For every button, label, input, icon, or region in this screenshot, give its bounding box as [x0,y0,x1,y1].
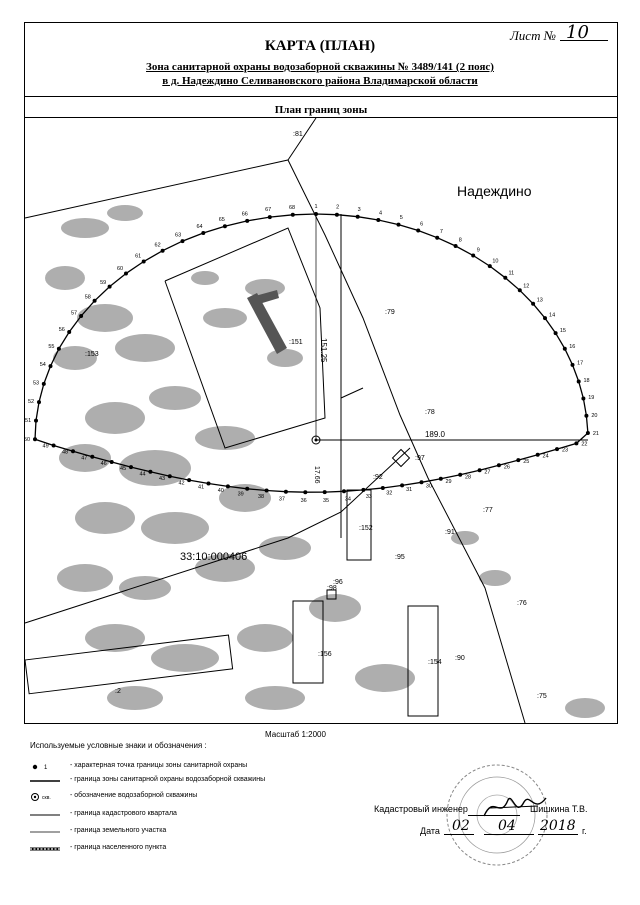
sheet-number-underline [560,40,608,41]
boundary-point-label-3: 3 [357,206,361,213]
legend-quarter-label: - граница кадастрового квартала [70,810,177,817]
boundary-point-30 [420,480,424,484]
boundary-point-label-14: 14 [549,312,556,319]
boundary-point-label-28: 28 [464,474,472,481]
legend-row-zone [30,774,360,788]
boundary-point-label-31: 31 [406,487,413,494]
boundary-point-38 [265,489,269,493]
dimension-label-17: 17.66 [313,466,320,484]
parcel-label-156: :156 [318,651,332,658]
boundary-point-51 [34,419,38,423]
legend-settlement-label: - граница населенного пункта [70,844,167,851]
boundary-point-label-16: 16 [569,344,576,350]
boundary-point-label-21: 21 [592,430,599,437]
boundary-point-label-29: 29 [445,479,452,486]
parcel-label-151: :151 [289,339,303,346]
boundary-point-label-68: 68 [288,204,296,211]
parcel-label-78: :78 [425,409,435,416]
boundary-point-label-61: 61 [135,253,142,260]
cadastral-map [25,118,617,723]
page-title: КАРТА (ПЛАН) [264,38,376,54]
signature-name: Шишкина Т.В. [530,804,588,814]
boundary-point-52 [37,400,41,404]
legend-well-label: - обозначение водозаборной скважины [70,792,198,799]
boundary-point-3 [356,215,360,219]
legend-point-label: - характерная точка границы зоны санитарной охраны [70,762,248,769]
boundary-point-label-60: 60 [116,266,124,273]
boundary-point-label-62: 62 [154,242,161,249]
boundary-point-label-35: 35 [322,497,330,504]
subtitle-line-2: в д. Надеждино Селивановского района Владимарской области [162,75,478,87]
parcel-label-79: :79 [385,309,395,316]
boundary-point-28 [458,473,462,477]
boundary-point-label-65: 65 [218,216,225,223]
boundary-point-41 [207,482,211,486]
date-month: 04 [498,818,516,834]
boundary-point-label-1: 1 [314,204,318,210]
boundary-point-60 [124,272,128,276]
legend-row-point [30,760,360,774]
dimension-label-189: 189.0 [424,430,446,439]
date-month-line [484,834,534,835]
boundary-point-label-25: 25 [523,458,530,465]
boundary-point-label-36: 36 [300,498,307,504]
boundary-point-label-37: 37 [278,496,285,503]
boundary-point-label-6: 6 [420,221,424,228]
boundary-point-label-47: 47 [81,455,88,462]
boundary-point-label-5: 5 [399,215,403,222]
sheet-number: 10 [566,22,589,43]
signature-line [468,815,520,816]
boundary-point-label-9: 9 [476,247,480,254]
legend-point-icon [30,760,60,774]
boundary-point-48 [71,449,75,453]
legend-row-settlement [30,842,360,856]
boundary-point-58 [93,299,97,303]
boundary-point-8 [454,244,458,248]
building-sketch [247,290,287,354]
boundary-point-39 [245,487,249,491]
boundary-point-label-42: 42 [178,480,185,487]
boundary-point-label-54: 54 [39,361,46,368]
boundary-point-66 [245,219,249,223]
parcel-label-97: :97 [415,455,425,462]
boundary-point-46 [110,460,114,464]
boundary-point-24 [536,453,540,457]
legend-well-icon [30,790,60,804]
date-day-line [444,834,474,835]
boundary-point-35 [323,490,327,494]
dimension-label-151: 151.25 [319,338,328,363]
boundary-point-19 [581,397,585,401]
boundary-point-64 [201,231,205,235]
boundary-point-44 [148,470,152,474]
boundary-point-49 [52,444,56,448]
legend-quarter-line-icon [30,808,60,822]
boundary-point-50 [33,437,37,441]
parcel-label-98: :98 [327,585,337,592]
boundary-point-22 [574,441,578,445]
legend-parcel-label: - граница земельного участка [70,827,167,834]
boundary-point-12 [518,288,522,292]
parcel-label-75: :75 [537,693,547,700]
boundary-point-label-27: 27 [484,469,491,476]
boundary-point-label-67: 67 [265,207,272,214]
legend-row-quarter [30,808,360,822]
boundary-point-14 [543,316,547,320]
boundary-point-label-63: 63 [175,232,182,239]
boundary-point-label-56: 56 [58,326,65,333]
boundary-point-18 [577,380,581,384]
boundary-point-23 [555,447,559,451]
boundary-point-5 [397,223,401,227]
parcel-label-95: :95 [395,554,405,561]
boundary-point-label-34: 34 [344,496,351,503]
plan-title: План границ зоны [274,104,368,116]
settlement-label: Надеждино [457,183,532,199]
boundary-point-label-22: 22 [581,441,588,448]
legend-title: Используемые условные знаки и обозначения : [30,741,207,750]
boundary-point-label-33: 33 [365,493,372,500]
boundary-point-36 [303,490,307,494]
boundary-point-6 [416,229,420,233]
boundary-point-37 [284,490,288,494]
boundary-point-label-8: 8 [458,237,462,244]
boundary-point-label-48: 48 [61,449,69,456]
boundary-point-47 [90,455,94,459]
boundary-point-label-20: 20 [591,413,598,419]
map-scale: Масштаб 1:2000 [265,730,326,739]
subtitle-line-1: Зона санитарной охраны водозаборной скважины № 3489/141 (2 пояс) [146,61,494,73]
boundary-point-53 [42,382,46,386]
date-year-line [538,834,578,835]
boundary-point-26 [497,463,501,467]
boundary-point-label-51: 51 [25,418,32,425]
boundary-point-7 [435,236,439,240]
boundary-point-31 [400,483,404,487]
boundary-point-15 [554,331,558,335]
header-divider [25,96,617,97]
boundary-point-label-46: 46 [100,460,107,467]
date-label: Дата [420,826,440,836]
boundary-point-68 [291,213,295,217]
sanitary-zone-boundary [33,212,590,494]
boundary-point-label-2: 2 [336,204,340,211]
boundary-point-label-66: 66 [241,211,248,218]
parcel-label-92: :92 [373,474,383,481]
boundary-point-43 [168,474,172,478]
cadastral-quarter-label: 33:10:000406 [180,551,248,563]
boundary-point-11 [503,276,507,280]
boundary-point-label-59: 59 [100,279,107,286]
date-year: 2018 [540,818,576,834]
boundary-point-label-4: 4 [378,210,383,217]
boundary-point-label-12: 12 [523,283,530,290]
boundary-point-label-53: 53 [32,380,40,387]
legend-row-parcel [30,825,360,839]
boundary-point-label-13: 13 [536,297,543,304]
parcel-label-91: :91 [445,529,455,536]
boundary-point-2 [335,213,339,217]
boundary-point-61 [142,260,146,264]
boundary-point-label-55: 55 [48,344,55,350]
boundary-point-1 [314,212,318,216]
boundary-point-56 [67,330,71,334]
parcel-label-96: :96 [333,579,343,586]
parcel-label-90: :90 [455,655,465,662]
boundary-point-57 [79,314,83,318]
boundary-point-4 [376,218,380,222]
boundary-point-29 [439,477,443,481]
well-marker-dot [315,439,318,442]
boundary-point-20 [584,414,588,418]
boundary-point-33 [361,488,365,492]
legend-row-well [30,790,360,804]
boundary-point-label-15: 15 [559,327,566,334]
boundary-point-label-30: 30 [425,483,432,490]
boundary-point-25 [516,458,520,462]
parcel-label-2: :2 [115,688,121,695]
legend-zone-label: - граница зоны санитарной охраны водозаборной скважины [70,776,266,783]
svg-text:1: 1 [44,765,48,771]
parcel-label-77: :77 [483,507,493,514]
boundary-point-40 [226,484,230,488]
boundary-point-label-50: 50 [23,437,31,444]
boundary-point-label-43: 43 [158,476,166,483]
boundary-point-45 [129,465,133,469]
boundary-point-59 [108,285,112,289]
boundary-point-label-45: 45 [120,466,127,473]
boundary-point-label-24: 24 [542,453,549,460]
boundary-point-9 [471,254,475,258]
boundary-point-label-10: 10 [492,258,499,265]
boundary-point-label-19: 19 [588,395,595,402]
boundary-point-67 [268,215,272,219]
parcel-label-154: :154 [428,659,442,666]
boundary-point-32 [381,486,385,490]
boundary-point-label-44: 44 [139,471,146,478]
boundary-point-label-26: 26 [503,464,510,471]
parcel-label-81: :81 [293,131,303,138]
boundary-point-label-7: 7 [439,228,443,235]
svg-text:скв.: скв. [42,795,51,801]
boundary-point-17 [571,363,575,367]
boundary-point-label-32: 32 [386,490,393,497]
boundary-point-13 [531,302,535,306]
boundary-point-21 [586,431,590,435]
boundary-point-34 [342,489,346,493]
boundary-point-label-49: 49 [42,443,49,450]
boundary-point-label-23: 23 [561,447,569,454]
boundary-point-label-39: 39 [237,491,244,498]
boundary-point-label-57: 57 [70,310,78,317]
boundary-point-27 [478,468,482,472]
date-year-suffix: г. [582,826,587,836]
boundary-point-42 [187,478,191,482]
boundary-point-label-52: 52 [27,399,35,406]
legend-parcel-line-icon [30,825,60,839]
date-day: 02 [452,818,470,834]
boundary-point-label-41: 41 [198,484,205,491]
boundary-point-63 [181,239,185,243]
boundary-point-label-58: 58 [84,294,91,301]
boundary-point-label-38: 38 [257,494,265,501]
legend-zone-line-icon [30,774,60,788]
parcel-label-76: :76 [517,600,527,607]
boundary-point-10 [488,264,492,268]
parcel-label-152: :152 [359,525,373,532]
parcel-label-153: :153 [85,351,99,358]
boundary-point-label-18: 18 [583,377,590,384]
boundary-point-54 [49,364,53,368]
boundary-point-label-11: 11 [508,270,515,277]
legend-settlement-line-icon [30,842,60,856]
boundary-point-55 [57,347,61,351]
signature-role: Кадастровый инженер [374,804,468,814]
boundary-point-16 [563,347,567,351]
boundary-point-65 [223,224,227,228]
boundary-point-label-17: 17 [577,360,584,367]
boundary-point-62 [161,249,165,253]
boundary-point-label-40: 40 [217,488,224,495]
sheet-label: Лист № [510,28,556,43]
boundary-point-label-64: 64 [196,223,203,230]
